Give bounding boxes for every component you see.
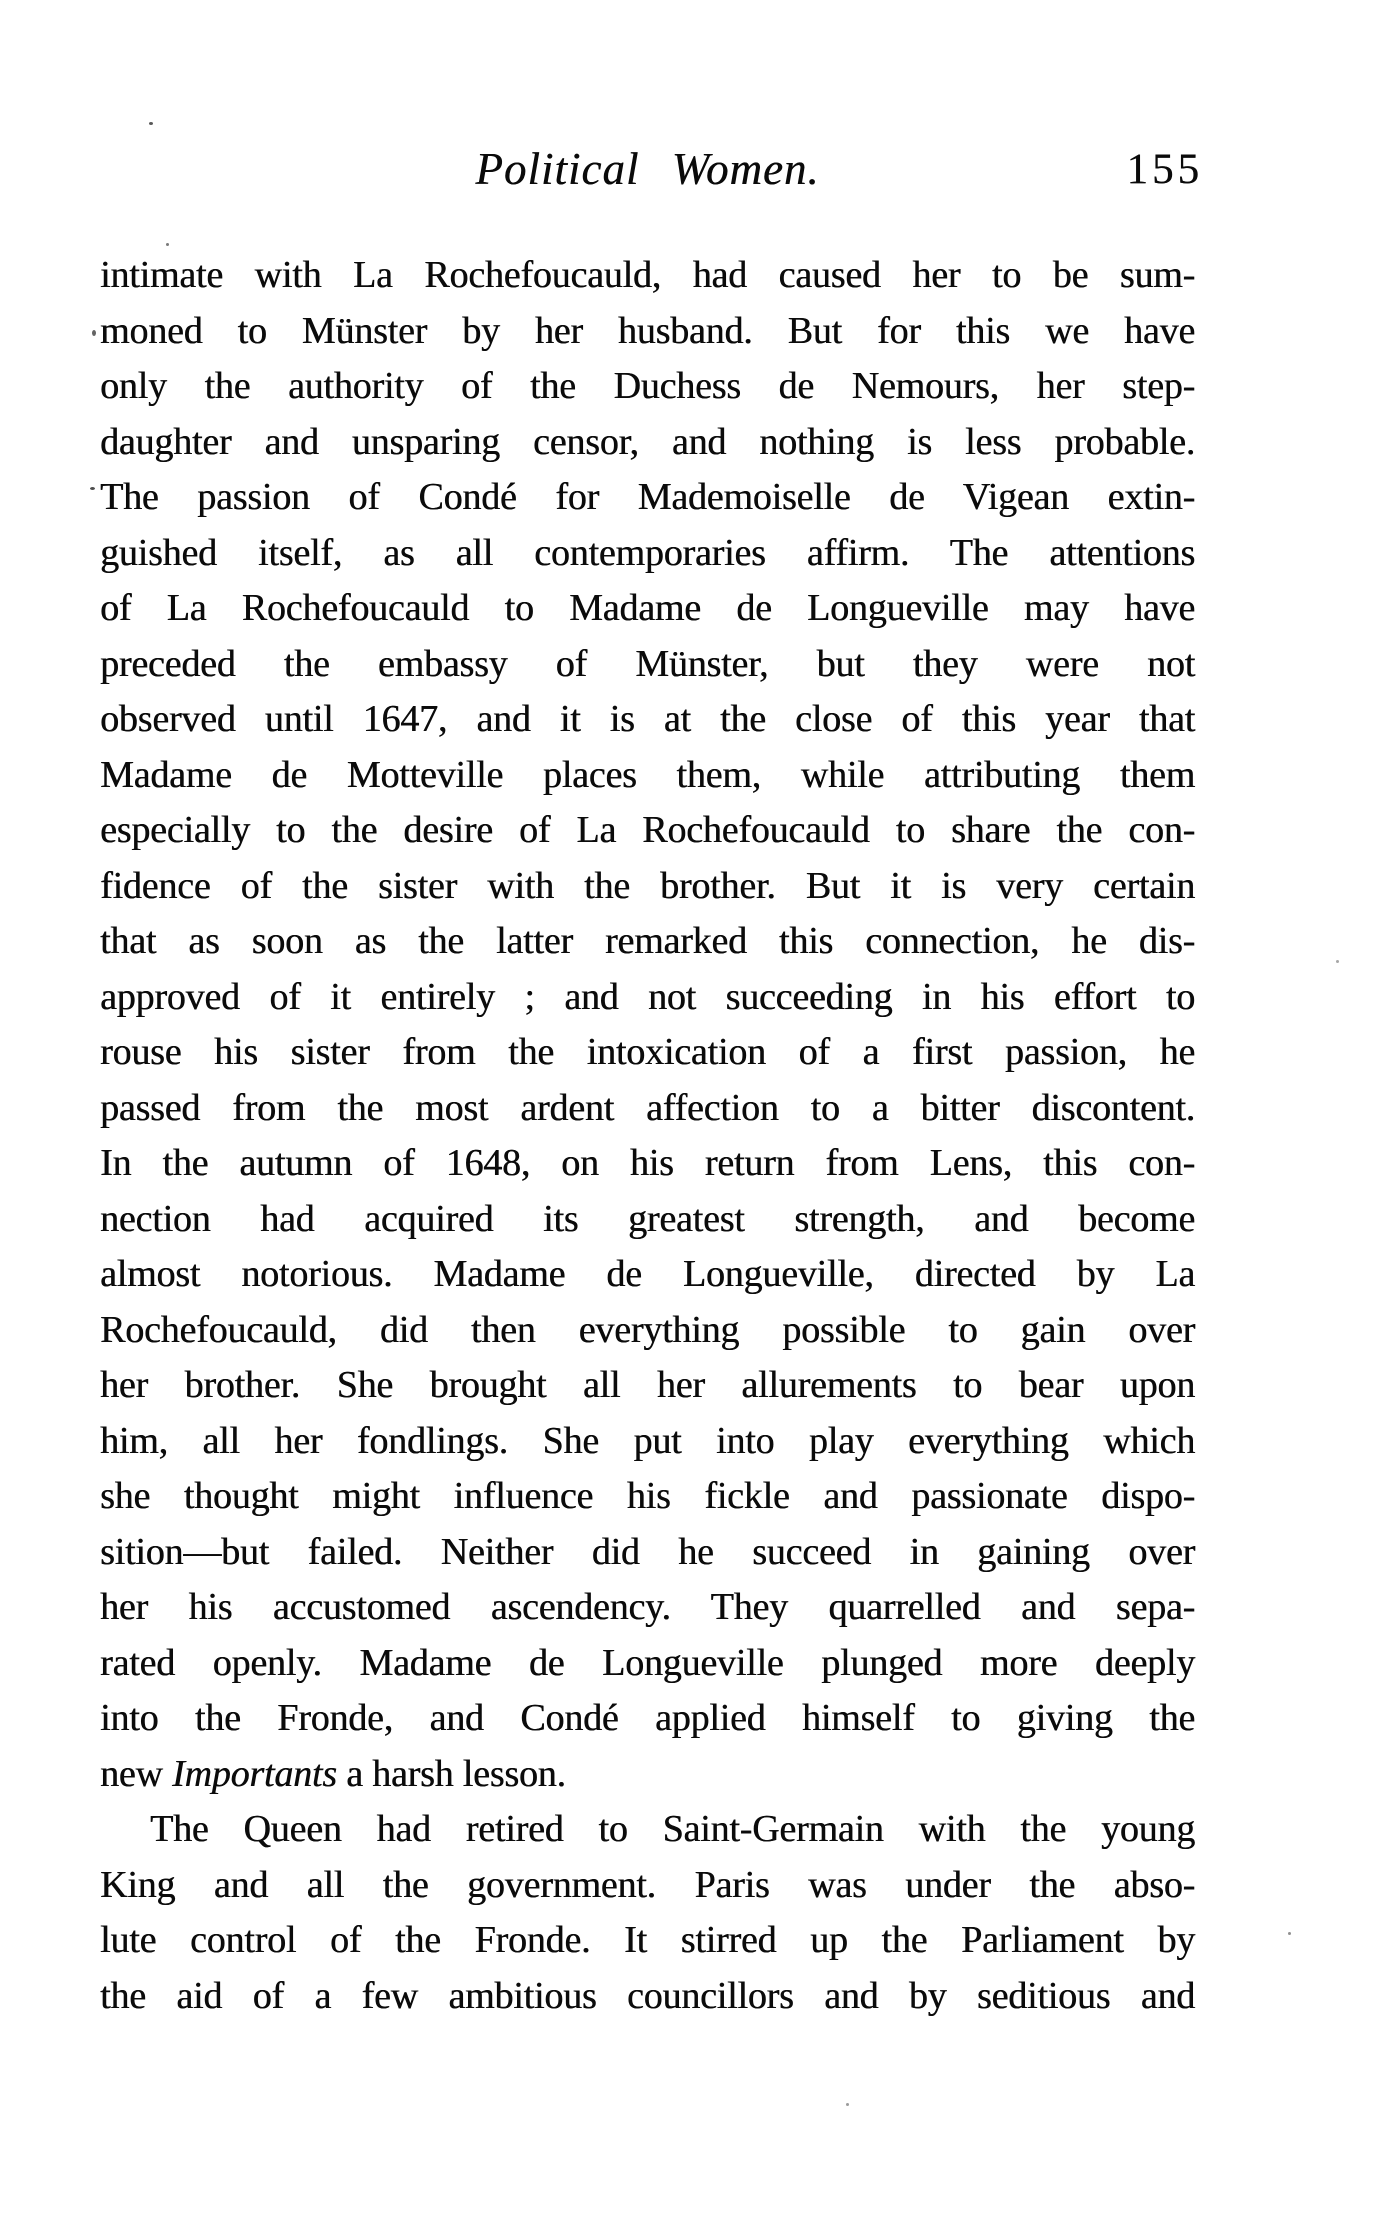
text-block bbox=[100, 248, 1195, 2024]
text-line bbox=[100, 581, 1195, 637]
text-segment: The passion of Condé for Mademoiselle de Vigean extin- bbox=[100, 476, 1195, 518]
text-line bbox=[100, 1913, 1195, 1969]
text-segment: Rochefoucauld, did then everything possible to gain over bbox=[100, 1308, 1195, 1351]
text-line bbox=[100, 1525, 1195, 1581]
text-segment: rouse his sister from the intoxication of a first passion, he bbox=[100, 1031, 1195, 1073]
text-line bbox=[100, 1691, 1195, 1747]
text-segment: intimate with La Rochefoucauld, had caused her to be sum- bbox=[100, 254, 1195, 296]
text-segment: new bbox=[100, 1752, 173, 1795]
text-segment: rated openly. Madame de Longueville plunged more deeply bbox=[100, 1641, 1195, 1684]
text-segment: sition—but failed. Neither did he succeed in gaining over bbox=[100, 1530, 1195, 1573]
scan-speck bbox=[149, 122, 153, 125]
text-segment: guished itself, as all contemporaries affirm. The attentions bbox=[100, 531, 1195, 574]
text-line bbox=[100, 1358, 1195, 1414]
italic-text: Importants bbox=[172, 1752, 337, 1795]
text-line bbox=[100, 526, 1195, 582]
text-segment: observed until 1647, and it is at the close of this year that bbox=[100, 698, 1195, 740]
text-segment: she thought might influence his fickle and passionate dispo- bbox=[100, 1475, 1195, 1517]
text-segment: that as soon as the latter remarked this connection, he dis- bbox=[100, 920, 1195, 962]
scan-speck bbox=[846, 2103, 849, 2106]
scan-speck bbox=[166, 243, 169, 246]
scan-speck bbox=[1336, 960, 1339, 963]
text-line bbox=[100, 1136, 1195, 1192]
text-line bbox=[100, 803, 1195, 859]
text-line bbox=[100, 1858, 1195, 1914]
text-segment: In the autumn of 1648, on his return from Lens, this con- bbox=[100, 1142, 1195, 1184]
text-segment: passed from the most ardent affection to a bitter discontent. bbox=[100, 1086, 1195, 1129]
text-line bbox=[100, 1025, 1195, 1081]
scan-speck bbox=[92, 330, 96, 336]
text-segment: especially to the desire of La Rochefoucauld to share the con- bbox=[100, 809, 1195, 851]
text-segment: moned to Münster by her husband. But for this we have bbox=[100, 309, 1195, 352]
text-line bbox=[100, 1247, 1195, 1303]
text-line bbox=[100, 415, 1195, 471]
text-line bbox=[100, 1802, 1195, 1858]
text-segment: nection had acquired its greatest strength, and become bbox=[100, 1197, 1195, 1240]
text-segment: lute control of the Fronde. It stirred up the Parliament by bbox=[100, 1919, 1195, 1961]
text-segment: Madame de Motteville places them, while attributing them bbox=[100, 753, 1195, 796]
running-title: Political Women. bbox=[475, 144, 820, 194]
text-segment: almost notorious. Madame de Longueville, directed by La bbox=[100, 1253, 1195, 1295]
text-segment: of La Rochefoucauld to Madame de Longueville may have bbox=[100, 587, 1195, 629]
text-segment: only the authority of the Duchess de Nemours, her step- bbox=[100, 365, 1195, 407]
text-line bbox=[100, 970, 1195, 1026]
text-segment: her his accustomed ascendency. They quarrelled and sepa- bbox=[100, 1586, 1195, 1628]
text-line bbox=[100, 470, 1195, 526]
text-line bbox=[100, 1192, 1195, 1248]
text-segment: King and all the government. Paris was under the abso- bbox=[100, 1863, 1195, 1906]
text-line bbox=[100, 1580, 1195, 1636]
text-line bbox=[100, 637, 1195, 693]
page-number: 155 bbox=[1126, 146, 1203, 193]
text-line bbox=[100, 748, 1195, 804]
text-segment: The Queen had retired to Saint-Germain with the young bbox=[150, 1808, 1195, 1850]
text-segment: him, all her fondlings. She put into play everything which bbox=[100, 1419, 1195, 1462]
text-line bbox=[100, 1969, 1195, 2025]
page-header bbox=[100, 138, 1203, 208]
text-line bbox=[100, 1636, 1195, 1692]
text-line bbox=[100, 914, 1195, 970]
text-line bbox=[100, 1303, 1195, 1359]
text-segment: her brother. She brought all her allurements to bear upon bbox=[100, 1364, 1195, 1406]
text-segment: fidence of the sister with the brother. But it is very certain bbox=[100, 864, 1195, 907]
text-line bbox=[100, 304, 1195, 360]
scan-speck bbox=[1288, 1932, 1291, 1935]
text-line bbox=[100, 692, 1195, 748]
text-line bbox=[100, 248, 1195, 304]
text-segment: approved of it entirely ; and not succeeding in his effort to bbox=[100, 975, 1195, 1018]
text-line bbox=[100, 1414, 1195, 1470]
text-segment: a harsh lesson. bbox=[336, 1752, 566, 1795]
text-line bbox=[100, 1469, 1195, 1525]
text-line bbox=[100, 1747, 1195, 1803]
text-segment: daughter and unsparing censor, and nothing is less probable. bbox=[100, 420, 1195, 463]
text-segment: into the Fronde, and Condé applied himself to giving the bbox=[100, 1697, 1195, 1739]
scan-speck bbox=[90, 487, 95, 490]
text-line bbox=[100, 859, 1195, 915]
text-segment: preceded the embassy of Münster, but they were not bbox=[100, 642, 1195, 685]
text-line bbox=[100, 359, 1195, 415]
text-segment: the aid of a few ambitious councillors and by seditious and bbox=[100, 1974, 1195, 2017]
text-line bbox=[100, 1081, 1195, 1137]
